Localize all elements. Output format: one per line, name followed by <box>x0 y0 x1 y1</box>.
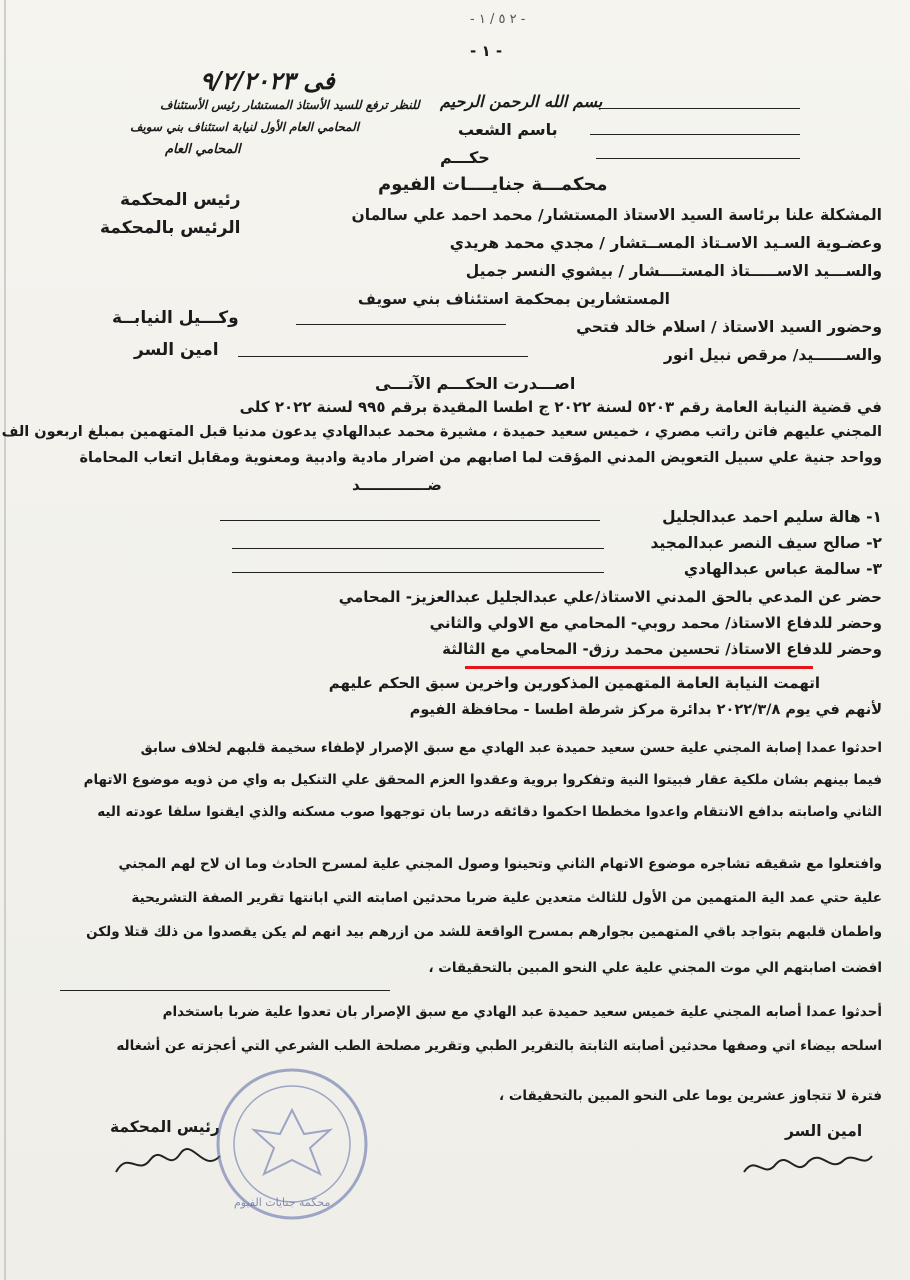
charge1-line-7: افضت اصابتهم الي موت المجني علية علي النحو المبين بالتحقيقات ، <box>428 960 882 976</box>
defense-lawyer-2: وحضر للدفاع الاستاذ/ تحسين محمد رزق- المحامي مع الثالثة <box>442 640 882 658</box>
charge2-line-2: اسلحه بيضاء اتي وصفها محدثين أصابته الثابتة بالتقرير الطبي وتقرير مصلحة الطب الشرعي التي أعجزته عن أشغاله <box>116 1038 882 1054</box>
charge1-line-1: احدثوا عمدا إصابة المجني علية حسن سعيد حميدة عبد الهادي مع سبق الإصرار لإطفاء سخيمة قلبهم لخلاف سابق <box>140 740 882 756</box>
defense-lawyer-1: وحضر للدفاع الاستاذ/ محمد روبي- المحامي مع الاولي والثاني <box>429 614 882 632</box>
panel-rule-2 <box>238 356 528 357</box>
secretary-attendee: والســــــيد/ مرقص نبيل انور <box>663 346 882 364</box>
defendant-rule-2 <box>232 548 604 549</box>
margin-note-1: للنظر ترفع للسيد الأستاذ المستشار رئيس الأستئناف <box>160 98 420 112</box>
charges-intro: اتهمت النيابة العامة المتهمين المذكورين واخرين سبق الحكم عليهم <box>328 674 820 692</box>
court-name: محكمـــة جنايــــات الفيوم <box>378 174 608 195</box>
prosecution-attendee: وحضور السيد الاستاذ / اسلام خالد فتحي <box>576 318 882 336</box>
panel-line-4: المستشارين بمحكمة استئناف بني سويف <box>357 290 670 308</box>
footer-court-president: رئيس المحكمة <box>110 1118 220 1136</box>
margin-note-2: المحامي العام الأول لنيابة استئناف بني سويف <box>130 120 360 134</box>
charge2-line-3: فترة لا تتجاوز عشرين يوما على النحو المبين بالتحقيقات ، <box>498 1088 882 1104</box>
side-secretary: امين السر <box>134 340 219 360</box>
charge1-line-2: فيما بينهم بشان ملكية عقار فبيتوا النية وتفكروا بروية وعقدوا العزم المحقق علي التنكيل به واي من ذويه موضوع الاتهام <box>83 772 882 788</box>
secretary-signature <box>738 1144 878 1184</box>
top-marks: - ٢ ٥ / ١ - <box>470 12 526 27</box>
panel-line-3: والســـيد الاســـــتاذ المستــــشار / بيشوي النسر جميل <box>465 262 882 280</box>
panel-line-2: وعضـوية السـيد الاسـتاذ المســتشار / مجدي محمد هريدي <box>449 234 882 252</box>
defendant-rule-1 <box>220 520 600 521</box>
charge-separator <box>60 990 390 991</box>
page-number: - ١ - <box>470 42 503 60</box>
header-rule-2 <box>590 134 800 135</box>
case-line-1: في قضية النيابة العامة رقم ٥٢٠٣ لسنة ٢٠٢٢ ج اطسا المقيدة برقم ٩٩٥ لسنة ٢٠٢٢ كلى <box>239 398 882 416</box>
civil-claimant-lawyer: حضر عن المدعي بالحق المدني الاستاذ/علي عبدالجليل عبدالعزيز- المحامي <box>338 588 882 606</box>
red-underline <box>465 666 813 669</box>
page-fold <box>4 0 6 1280</box>
case-line-3: وواحد جنية علي سبيل التعويض المدني المؤقت لما اصابهم من اضرار مادية وادبية ومعنوية ومقابل اتعاب المحاماة <box>79 450 882 466</box>
seal-label: محكمة جنايات الفيوم <box>234 1196 331 1209</box>
header-rule-1 <box>600 108 800 109</box>
charge1-line-5: علية حتي عمد الية المتهمين من الأول للثالث متعدين علية ضربا محدثين اصابته التي ابانتها تقرير الصفة التشريحية <box>131 890 882 906</box>
defendant-3: ٣- سالمة عباس عبدالهادي <box>683 560 882 578</box>
against-word: ضـــــــــــــد <box>352 476 442 494</box>
charge2-line-1: أحدثوا عمدا أصابه المجني علية خميس سعيد حميدة عبد الهادي مع سبق الإصرار بان تعدوا علية ضربا باستخدام <box>162 1004 882 1020</box>
charges-date-line: لأنهم في يوم ٢٠٢٢/٣/٨ بدائرة مركز شرطة اطسا - محافظة الفيوم <box>409 702 882 718</box>
defendant-1: ١- هالة سليم احمد عبدالجليل <box>662 508 882 526</box>
ruling-word: حكـــم <box>440 148 490 167</box>
defendant-rule-3 <box>232 572 604 573</box>
panel-line-1: المشكلة علنا برئاسة السيد الاستاذ المستشار/ محمد احمد علي سالمان <box>351 206 882 224</box>
in-the-name-of-people: باسم الشعب <box>458 120 558 139</box>
charge1-line-6: واطمان قلبهم بتواجد باقي المتهمين بجوارهم بمسرح الواقعة للشد من ازرهم بيد انهم لم يكن يقصدوا من ذلك قتلا ولكن <box>86 924 882 940</box>
president-signature <box>108 1142 228 1182</box>
side-prosecution-agent: وكـــيل النيابــة <box>112 308 239 328</box>
charge1-line-3: الثاني واصابته بدافع الانتقام واعدوا مخططا احكموا دقائقه درسا بان توجهوا صوب مسكنه والذي ايقنوا سلفا عودته اليه <box>97 804 882 820</box>
ruling-issued: اصـــدرت الحكـــم الآتـــى <box>375 374 576 393</box>
basmala: بسم الله الرحمن الرحيم <box>440 92 603 111</box>
header-rule-3 <box>596 158 800 159</box>
side-president-in-court: الرئيس بالمحكمة <box>100 218 241 238</box>
case-line-2: المجني عليهم فاتن راتب مصري ، خميس سعيد حميدة ، مشيرة محمد عبدالهادي يدعون مدنيا قبل المتهمين بمبلغ اربعون الف <box>1 424 882 440</box>
footer-secretary: امين السر <box>785 1122 863 1140</box>
margin-date: فى ٩/٢/٢٠٢٣ <box>200 66 335 95</box>
defendant-2: ٢- صالح سيف النصر عبدالمجيد <box>650 534 882 552</box>
charge1-line-4: وافتعلوا مع شقيقه تشاجره موضوع الاتهام الثاني وتحينوا وصول المجني علية لمسرح الحادث وما ان لاح لهم المجني <box>118 856 882 872</box>
side-court-president: رئيس المحكمة <box>120 190 241 210</box>
margin-note-3: المحامي العام <box>165 142 241 157</box>
panel-rule-1 <box>296 324 506 325</box>
